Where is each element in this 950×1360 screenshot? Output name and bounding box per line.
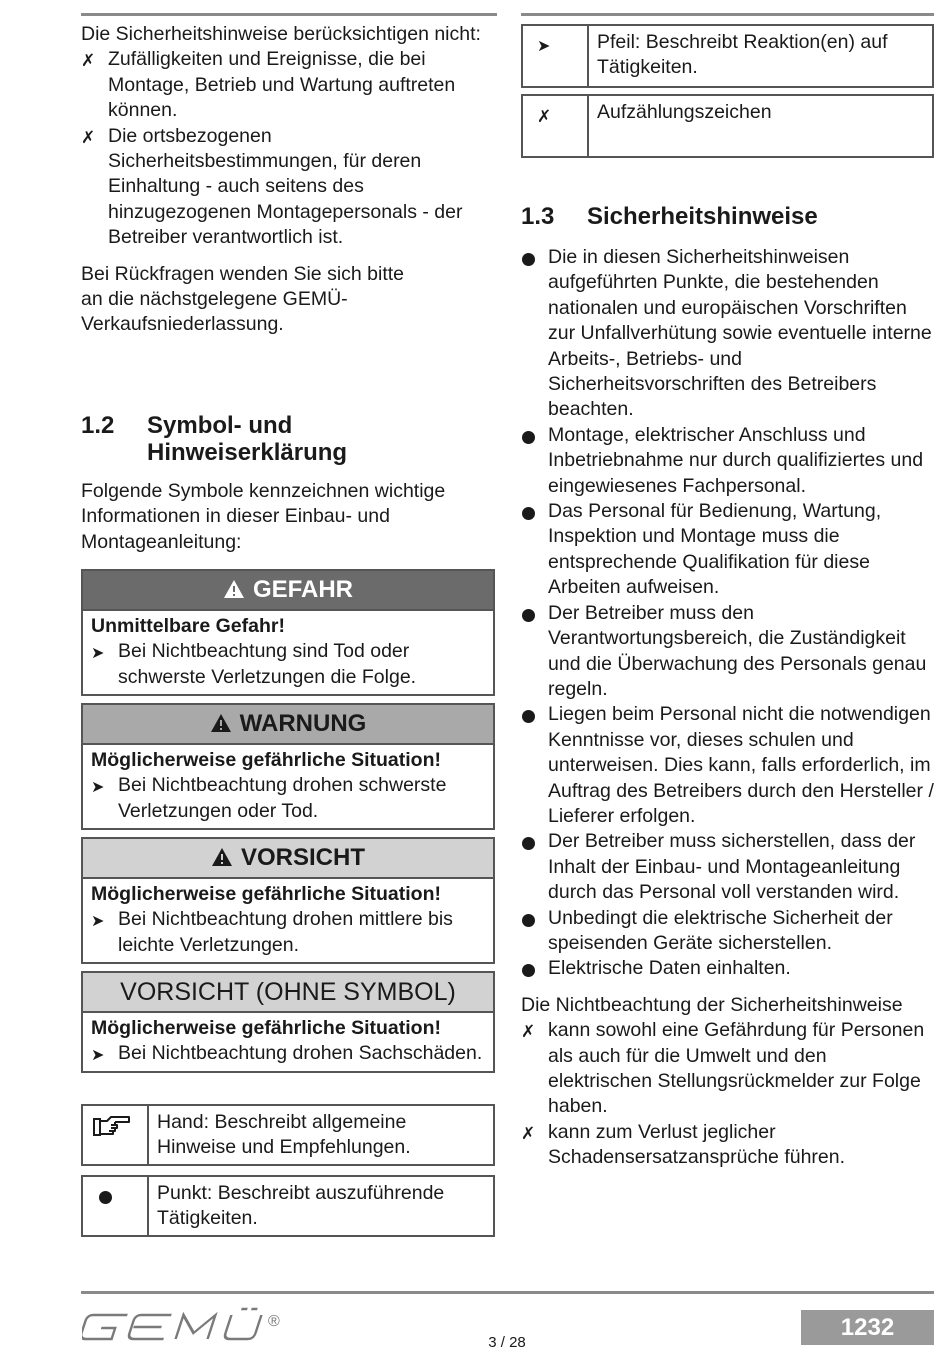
notice-header [83,571,493,611]
arrow-icon: ➤ [91,645,105,663]
footer-rule [81,1291,934,1294]
section-1-2 [81,412,495,555]
left-column [81,22,495,338]
symbol-cell [523,96,589,156]
notice-title: GEFAHR [252,576,353,603]
bullet-dot-icon [522,837,535,850]
list-item: Die in diesen Sicherheitshinweisen aufgeführten Punkte, die bestehenden nationalen und europäischen Vorschriften zur Unfallverhütung sowie eventuelle interne Arbeits-, Betriebs- und Sicherheitsvorschriften des Betreibers beachten. [521,245,936,423]
section-heading [521,203,936,230]
symbol-row-pfeil [521,24,934,88]
page-number: 3 / 28 [488,1334,526,1351]
list-item: Unbedingt die elektrische Sicherheit der speisenden Geräte sicherstellen. [521,906,936,957]
notice-subject: Unmittelbare Gefahr! [91,615,285,637]
consequence-list [521,1018,936,1170]
cross-mark-icon: ✗ [81,51,96,71]
cross-mark-icon: ✗ [81,127,96,147]
notice-consequence: ➤ Bei Nichtbeachtung drohen mittlere bis leichte Verletzungen. [91,908,453,956]
section-number: 1.2 [81,412,115,439]
symbol-description: Aufzählungszeichen [597,101,772,123]
notice-title: WARNUNG [239,710,367,737]
top-rule-left [81,13,497,16]
arrow-icon: ➤ [537,38,551,55]
symbol-row-hand [81,1104,495,1166]
notice-consequence: ➤ Bei Nichtbeachtung drohen schwerste Verletzungen oder Tod. [91,774,447,822]
notice-title: VORSICHT [240,844,365,871]
hand-pointing-icon [93,1114,131,1138]
notice-body [83,1013,493,1071]
symbol-cell [83,1106,149,1164]
notice-vorsicht [81,837,495,964]
intro-list [81,47,495,250]
bullet-dot-icon [522,507,535,520]
list-item: ✗ kann zum Verlust jeglicher Schadensersatzansprüche führen. [521,1120,846,1169]
section-intro: Folgende Symbole kennzeichnen wichtige Informationen in dieser Einbau- und Montageanleitung: [81,480,446,553]
bullet-dot-icon [522,609,535,622]
notice-header [83,973,493,1013]
bullet-dot-icon [522,964,535,977]
symbol-cell [523,26,589,86]
safety-bullet-list [521,245,936,982]
symbol-row-aufzaehlung [521,94,934,158]
notice-consequence: ➤ Bei Nichtbeachtung sind Tod oder schwerste Verletzungen die Folge. [91,640,417,688]
arrow-icon: ➤ [91,913,105,931]
list-item: ✗ Die ortsbezogenen Sicherheitsbestimmungen, für deren Einhaltung - auch seitens des hinzugezogenen Montagepersonals - der Betreiber verantwortlich ist. [81,124,463,249]
warning-triangle-icon [211,847,233,867]
registered-mark: ® [268,1313,280,1330]
notice-header [83,839,493,879]
cross-mark-icon: ✗ [521,1123,536,1143]
notice-body [83,879,493,962]
symbol-description: Pfeil: Beschreibt Reaktion(en) auf Tätigkeiten. [597,31,888,79]
symbol-description: Hand: Beschreibt allgemeine Hinweise und Empfehlungen. [157,1111,411,1159]
notice-header [83,705,493,745]
cross-mark-icon: ✗ [521,1022,536,1042]
symbol-row-punkt [81,1175,495,1237]
notice-consequence: ➤ Bei Nichtbeachtung drohen Sachschäden. [91,1041,485,1066]
section-title-line-1: Symbol- und [147,412,293,439]
symbol-cell [83,1177,149,1235]
notice-subject: Möglicherweise gefährliche Situation! [91,749,441,771]
section-title-line-2: Hinweiserklärung [147,439,348,466]
consequence-intro: Die Nichtbeachtung der Sicherheitshinweise [521,993,903,1016]
bullet-dot-icon [522,710,535,723]
list-item: Montage, elektrischer Anschluss und Inbetriebnahme nur durch qualifiziertes und eingewiesenes Fachpersonal. [521,423,936,499]
list-item: Liegen beim Personal nicht die notwendigen Kenntnisse vor, dieses schulen und unterweisen. Dies kann, falls erforderlich, im Auftrag des Betreibers durch den Hersteller / Lieferer erfolgen. [521,702,936,829]
bullet-dot-icon [522,431,535,444]
list-item: ✗ Zufälligkeiten und Ereignisse, die bei Montage, Betrieb und Wartung auftreten können. [81,48,456,122]
bullet-dot-icon [99,1191,112,1204]
list-item: Elektrische Daten einhalten. [521,956,936,981]
arrow-icon: ➤ [91,1047,105,1065]
notice-body [83,745,493,828]
document-number-badge: 1232 [801,1310,934,1345]
warning-triangle-icon [223,579,245,599]
intro-text: Die Sicherheitshinweise berücksichtigen nicht: [81,23,481,45]
notice-gefahr [81,569,495,696]
cross-mark-icon: ✗ [537,107,552,126]
symbol-description: Punkt: Beschreibt auszuführende Tätigkeiten. [157,1182,445,1230]
notice-title: VORSICHT (OHNE SYMBOL) [120,978,456,1006]
section-title: Sicherheitshinweise [587,203,818,230]
notice-subject: Möglicherweise gefährliche Situation! [91,1017,441,1039]
section-1-3 [521,203,936,1171]
bullet-dot-icon [522,914,535,927]
section-heading [81,412,495,466]
notice-body [83,611,493,694]
contact-text: Bei Rückfragen wenden Sie sich bitte an die nächstgelegene GEMÜ-Verkaufsniederlassung. [81,262,405,336]
notice-subject: Möglicherweise gefährliche Situation! [91,883,441,905]
bullet-dot-icon [522,253,535,266]
notice-vorsicht-ohne-symbol [81,971,495,1073]
list-item: Der Betreiber muss sicherstellen, dass der Inhalt der Einbau- und Montageanleitung durch das Personal voll verstanden wird. [521,829,936,905]
warning-triangle-icon [210,713,232,733]
arrow-icon: ➤ [91,779,105,797]
section-number: 1.3 [521,203,555,230]
list-item: Der Betreiber muss den Verantwortungsbereich, die Zuständigkeit und die Überwachung des Personals genau regeln. [521,601,936,703]
list-item: ✗ kann sowohl eine Gefährdung für Personen als auch für die Umwelt und den elektrischen Stellungsrückmelder zur Folge haben. [521,1019,925,1118]
top-rule-right [521,13,934,16]
notice-warnung [81,703,495,830]
list-item: Das Personal für Bedienung, Wartung, Inspektion und Montage muss die entsprechende Qualifikation für diese Arbeiten aufweisen. [521,499,936,601]
